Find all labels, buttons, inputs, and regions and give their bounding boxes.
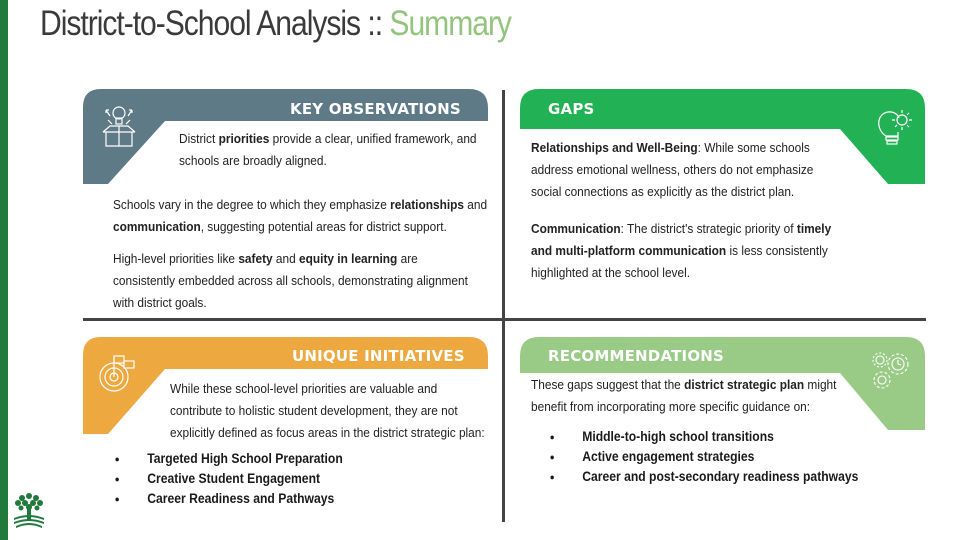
list-item: ● Active engagement strategies xyxy=(548,447,858,467)
gaps-p2: Communication: The district's strategic priority of timely and multi-platform communication is less consistently highlighted at the school level. xyxy=(531,221,832,280)
list-item: ● Middle-to-high school transitions xyxy=(548,427,858,447)
recommendations-list xyxy=(548,427,858,487)
list-item: ● Career and post-secondary readiness pathways xyxy=(548,467,858,487)
page-title xyxy=(40,4,511,44)
tree-logo-icon xyxy=(12,490,46,530)
vertical-divider xyxy=(502,90,505,522)
target-flag-icon xyxy=(98,353,140,395)
list-item: ● Career Readiness and Pathways xyxy=(113,489,343,509)
key-observations-p1: Schools vary in the degree to which they emphasize relationships and communication, suggesting potential areas for district support. xyxy=(113,197,488,234)
title-accent: Summary xyxy=(389,4,511,43)
list-item: ● Targeted High School Preparation xyxy=(113,449,343,469)
unique-initiatives-intro: While these school-level priorities are valuable and contribute to holistic student development, they are not explicitly defined as focus areas in the district strategic plan: xyxy=(170,381,485,440)
list-item: ● Creative Student Engagement xyxy=(113,469,343,489)
recommendations-header: RECOMMENDATIONS xyxy=(548,347,725,365)
title-main: District-to-School Analysis xyxy=(40,4,361,43)
gaps-header: GAPS xyxy=(548,100,595,118)
unique-initiatives-list xyxy=(113,449,343,509)
unique-initiatives-header: UNIQUE INITIATIVES xyxy=(292,347,465,365)
recommendations-intro: These gaps suggest that the district strategic plan might benefit from incorporating more specific guidance on: xyxy=(531,377,837,414)
key-observations-p2: High-level priorities like safety and equity in learning are consistently embedded across all schools, demonstrating alignment with district goals. xyxy=(113,251,468,310)
key-observations-header: KEY OBSERVATIONS xyxy=(290,100,461,118)
brand-side-bar xyxy=(0,0,8,540)
title-separator: :: xyxy=(360,4,390,43)
key-observations-intro: District priorities provide a clear, unified framework, and schools are broadly aligned. xyxy=(179,131,477,168)
lightbulb-gear-icon xyxy=(872,106,914,148)
gaps-p1: Relationships and Well-Being: While some schools address emotional wellness, others do not emphasize social connections as explicitly as the district plan. xyxy=(531,140,814,199)
gears-icon xyxy=(870,350,914,394)
idea-box-icon xyxy=(98,104,140,148)
